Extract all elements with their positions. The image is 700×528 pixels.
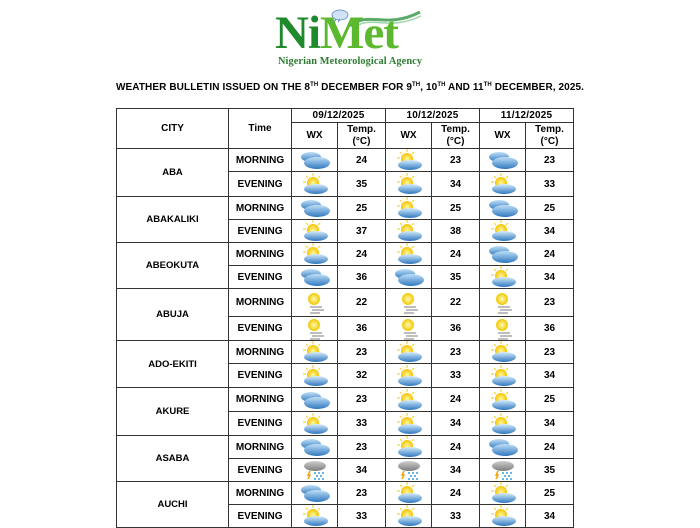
weather-cell (292, 243, 338, 266)
weather-cell (292, 266, 338, 289)
partly-cloudy-sun-icon (392, 505, 426, 527)
weather-cell (386, 505, 432, 528)
partly-cloudy-sun-icon (486, 389, 520, 411)
temperature-value: 23 (526, 149, 574, 172)
weather-cell (480, 482, 526, 505)
weather-cell (386, 364, 432, 388)
weather-cell (386, 149, 432, 172)
weather-cell (386, 266, 432, 289)
cloudy-icon (486, 197, 520, 219)
temperature-value: 34 (526, 364, 574, 388)
partly-cloudy-sun-icon (486, 173, 520, 195)
header-city: CITY (117, 109, 229, 149)
temperature-value: 35 (338, 172, 386, 197)
cloudy-icon (486, 243, 520, 265)
cloudy-icon (298, 389, 332, 411)
temperature-value: 34 (432, 412, 480, 436)
partly-cloudy-sun-icon (486, 341, 520, 363)
title-sup: TH (483, 82, 492, 88)
weather-cell (292, 341, 338, 364)
partly-cloudy-sun-icon (486, 505, 520, 527)
temperature-value: 23 (432, 341, 480, 364)
partly-cloudy-sun-icon (486, 266, 520, 288)
temperature-value: 25 (526, 197, 574, 220)
weather-cell (386, 243, 432, 266)
temperature-value: 38 (432, 220, 480, 243)
sunny-haze-icon (392, 318, 426, 340)
temperature-value: 35 (432, 266, 480, 289)
weather-cell (292, 436, 338, 459)
temperature-value: 24 (338, 149, 386, 172)
weather-cell (480, 220, 526, 243)
city-name: AKURE (117, 388, 229, 436)
temperature-value: 34 (432, 459, 480, 482)
partly-cloudy-sun-icon (392, 197, 426, 219)
partly-cloudy-sun-icon (392, 220, 426, 242)
time-of-day: MORNING (229, 341, 292, 364)
temperature-value: 25 (432, 197, 480, 220)
temperature-value: 36 (526, 317, 574, 341)
temperature-value: 24 (338, 243, 386, 266)
city-name: ABA (117, 149, 229, 197)
partly-cloudy-sun-icon (486, 482, 520, 504)
weather-cell (292, 482, 338, 505)
time-of-day: MORNING (229, 482, 292, 505)
title-sup: TH (310, 82, 319, 88)
table-row (117, 436, 574, 459)
weather-cell (386, 436, 432, 459)
weather-cell (480, 505, 526, 528)
table-row (117, 482, 574, 505)
temperature-value: 23 (432, 149, 480, 172)
weather-cell (292, 459, 338, 482)
title-part: WEATHER BULLETIN ISSUED ON THE 8 (115, 82, 311, 93)
table-row (117, 289, 574, 317)
time-of-day: EVENING (229, 459, 292, 482)
partly-cloudy-sun-icon (392, 243, 426, 265)
weather-cell (386, 341, 432, 364)
header-temp (526, 123, 574, 149)
cloudy-icon (298, 482, 332, 504)
partly-cloudy-sun-icon (392, 436, 426, 458)
header-date-2: 10/12/2025 (386, 109, 480, 123)
temperature-value: 22 (338, 289, 386, 317)
temperature-value: 36 (338, 317, 386, 341)
city-name: AUCHI (117, 482, 229, 528)
partly-cloudy-sun-icon (298, 173, 332, 195)
time-of-day: MORNING (229, 388, 292, 412)
header-temp (432, 123, 480, 149)
temperature-value: 35 (526, 459, 574, 482)
weather-cell (292, 289, 338, 317)
sunny-haze-icon (486, 292, 520, 314)
partly-cloudy-sun-icon (298, 365, 332, 387)
partly-cloudy-sun-icon (392, 173, 426, 195)
temperature-value: 34 (526, 412, 574, 436)
weather-cell (480, 364, 526, 388)
temperature-value: 33 (338, 412, 386, 436)
weather-cell (480, 412, 526, 436)
weather-cell (386, 459, 432, 482)
weather-cell (292, 364, 338, 388)
temperature-value: 24 (432, 436, 480, 459)
weather-cell (480, 172, 526, 197)
temperature-value: 24 (432, 243, 480, 266)
time-of-day: EVENING (229, 266, 292, 289)
thunderstorm-rain-icon (298, 459, 332, 481)
temperature-value: 32 (338, 364, 386, 388)
weather-cell (386, 220, 432, 243)
partly-cloudy-sun-icon (486, 413, 520, 435)
weather-cell (480, 197, 526, 220)
sunny-haze-icon (298, 318, 332, 340)
city-name: ADO-EKITI (117, 341, 229, 388)
header-temp-label: Temp. (441, 123, 470, 135)
header-temp-unit: (°C) (446, 135, 465, 147)
cloudy-icon (298, 197, 332, 219)
thunderstorm-rain-icon (486, 459, 520, 481)
temperature-value: 23 (338, 436, 386, 459)
weather-cell (480, 149, 526, 172)
weather-cell (292, 172, 338, 197)
weather-cell (292, 149, 338, 172)
temperature-value: 23 (338, 482, 386, 505)
weather-cell (386, 412, 432, 436)
weather-cell (480, 341, 526, 364)
temperature-value: 23 (526, 341, 574, 364)
partly-cloudy-sun-icon (392, 482, 426, 504)
weather-cell (480, 459, 526, 482)
time-of-day: EVENING (229, 220, 292, 243)
bulletin-title (0, 82, 700, 93)
table-row (117, 149, 574, 172)
table-row (117, 197, 574, 220)
city-name: ASABA (117, 436, 229, 482)
header-temp-label: Temp. (535, 123, 564, 135)
weather-cell (480, 388, 526, 412)
sunny-haze-icon (486, 318, 520, 340)
temperature-value: 23 (338, 341, 386, 364)
weather-cell (292, 197, 338, 220)
time-of-day: MORNING (229, 436, 292, 459)
logo-met: Met (320, 7, 398, 59)
logo-ni: Ni (275, 7, 320, 59)
weather-cell (292, 317, 338, 341)
table-row (117, 341, 574, 364)
partly-cloudy-sun-icon (392, 341, 426, 363)
title-sup: TH (437, 82, 446, 88)
city-name: ABAKALIKI (117, 197, 229, 243)
time-of-day: MORNING (229, 197, 292, 220)
temperature-value: 33 (526, 172, 574, 197)
time-of-day: MORNING (229, 289, 292, 317)
header-temp-unit: (°C) (540, 135, 559, 147)
weather-cell (292, 388, 338, 412)
title-part: , 10 (420, 82, 438, 93)
weather-table (116, 108, 574, 528)
header-temp (338, 123, 386, 149)
partly-cloudy-sun-icon (392, 149, 426, 171)
temperature-value: 24 (432, 388, 480, 412)
sunny-haze-icon (298, 292, 332, 314)
weather-cell (292, 220, 338, 243)
weather-cell (480, 436, 526, 459)
partly-cloudy-sun-icon (392, 365, 426, 387)
header-date-1: 09/12/2025 (292, 109, 386, 123)
temperature-value: 24 (526, 436, 574, 459)
temperature-value: 34 (432, 172, 480, 197)
partly-cloudy-sun-icon (298, 341, 332, 363)
temperature-value: 34 (526, 505, 574, 528)
temperature-value: 22 (432, 289, 480, 317)
temperature-value: 25 (338, 197, 386, 220)
cloudy-icon (392, 266, 426, 288)
temperature-value: 25 (526, 482, 574, 505)
partly-cloudy-sun-icon (298, 505, 332, 527)
weather-cell (386, 289, 432, 317)
partly-cloudy-sun-icon (298, 220, 332, 242)
title-sup: TH (412, 82, 421, 88)
temperature-value: 23 (338, 388, 386, 412)
title-part: AND 11 (445, 82, 484, 93)
time-of-day: EVENING (229, 412, 292, 436)
weather-cell (480, 317, 526, 341)
cloudy-icon (486, 436, 520, 458)
temperature-value: 24 (432, 482, 480, 505)
temperature-value: 33 (338, 505, 386, 528)
header-wx: WX (386, 123, 432, 149)
agency-name: Nigerian Meteorological Agency (278, 56, 423, 67)
temperature-value: 34 (526, 220, 574, 243)
partly-cloudy-sun-icon (486, 220, 520, 242)
header-time: Time (229, 109, 292, 149)
city-name: ABEOKUTA (117, 243, 229, 289)
time-of-day: MORNING (229, 149, 292, 172)
thunderstorm-rain-icon (392, 459, 426, 481)
partly-cloudy-sun-icon (392, 389, 426, 411)
title-part: DECEMBER, 2025. (491, 82, 585, 93)
table-row (117, 388, 574, 412)
weather-cell (386, 172, 432, 197)
weather-cell (480, 243, 526, 266)
header-wx: WX (480, 123, 526, 149)
weather-cell (386, 388, 432, 412)
temperature-value: 34 (526, 266, 574, 289)
cloudy-icon (298, 436, 332, 458)
weather-table-body (117, 149, 574, 528)
partly-cloudy-sun-icon (392, 413, 426, 435)
time-of-day: EVENING (229, 317, 292, 341)
header-temp-label: Temp. (347, 123, 376, 135)
temperature-value: 36 (338, 266, 386, 289)
sunny-haze-icon (392, 292, 426, 314)
title-part: DECEMBER FOR 9 (318, 82, 413, 93)
cloudy-icon (298, 266, 332, 288)
weather-cell (480, 266, 526, 289)
time-of-day: EVENING (229, 172, 292, 197)
temperature-value: 33 (432, 364, 480, 388)
partly-cloudy-sun-icon (486, 365, 520, 387)
temperature-value: 33 (432, 505, 480, 528)
temperature-value: 37 (338, 220, 386, 243)
weather-cell (292, 412, 338, 436)
temperature-value: 34 (338, 459, 386, 482)
temperature-value: 25 (526, 388, 574, 412)
table-row (117, 243, 574, 266)
header-temp-unit: (°C) (352, 135, 371, 147)
cloudy-icon (298, 149, 332, 171)
time-of-day: EVENING (229, 505, 292, 528)
temperature-value: 24 (526, 243, 574, 266)
temperature-value: 23 (526, 289, 574, 317)
weather-cell (386, 317, 432, 341)
weather-cell (386, 197, 432, 220)
header-wx: WX (292, 123, 338, 149)
time-of-day: EVENING (229, 364, 292, 388)
temperature-value: 36 (432, 317, 480, 341)
weather-cell (386, 482, 432, 505)
cloudy-icon (486, 149, 520, 171)
weather-cell (292, 505, 338, 528)
time-of-day: MORNING (229, 243, 292, 266)
header-date-3: 11/12/2025 (480, 109, 574, 123)
partly-cloudy-sun-icon (298, 243, 332, 265)
logo-wordmark (275, 8, 398, 58)
nimet-logo (275, 4, 425, 68)
partly-cloudy-sun-icon (298, 413, 332, 435)
weather-cell (480, 289, 526, 317)
city-name: ABUJA (117, 289, 229, 341)
